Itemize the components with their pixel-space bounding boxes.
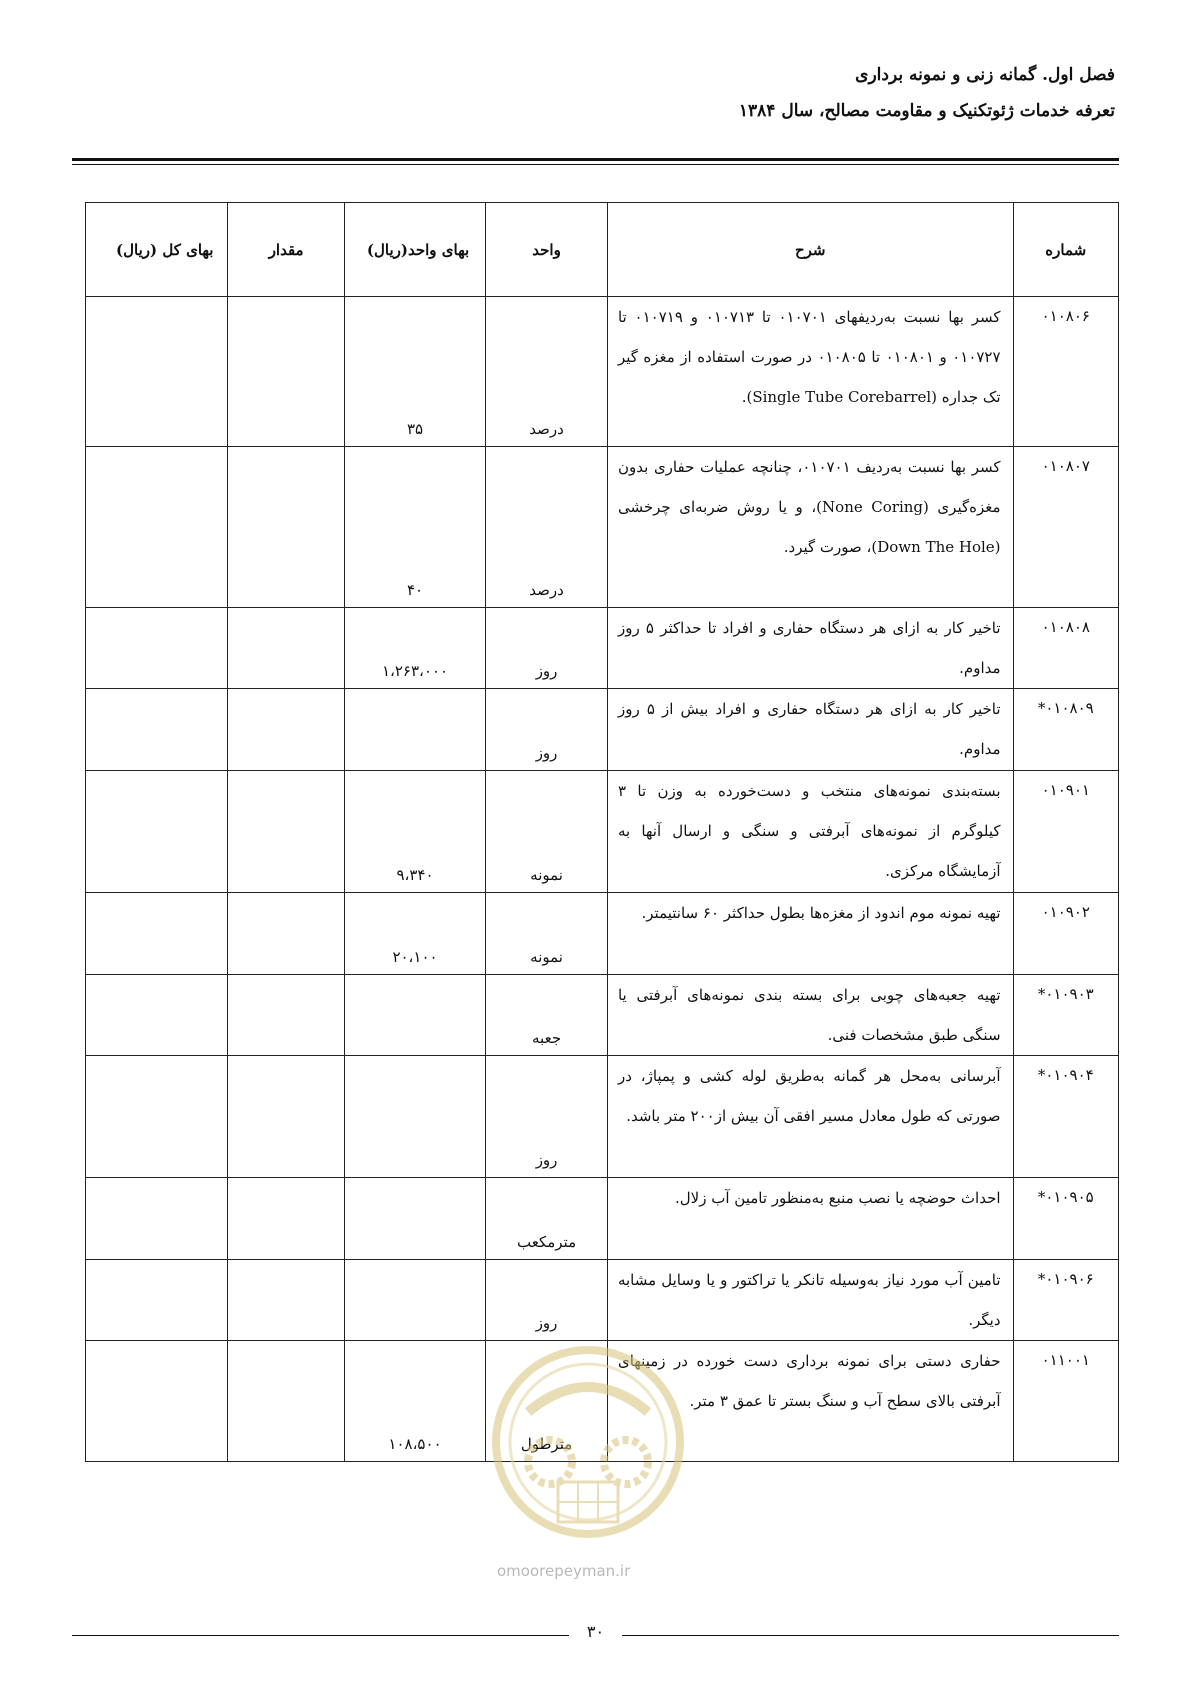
row-number: *۰۱۰۸۰۹ xyxy=(1013,689,1118,771)
table-row xyxy=(86,771,1119,893)
column-header-quantity: مقدار xyxy=(228,203,344,297)
row-number: ۰۱۰۸۰۸ xyxy=(1013,608,1118,689)
row-description: احداث حوضچه یا نصب منبع به‌منظور تامین آب زلال. xyxy=(607,1178,1013,1260)
column-header-total-price: بهای کل (ریال) xyxy=(86,203,228,297)
footer-rule-right xyxy=(622,1635,1119,1636)
row-description: تهیه نمونه موم اندود از مغزه‌ها بطول حداکثر ۶۰ سانتیمتر. xyxy=(607,893,1013,975)
row-unit: مترمکعب xyxy=(486,1178,608,1260)
watermark-site: omoorepeyman.ir xyxy=(497,1562,631,1580)
header-rule-thin xyxy=(72,164,1119,165)
table-row xyxy=(86,297,1119,447)
table-row xyxy=(86,975,1119,1056)
row-number: *۰۱۰۹۰۶ xyxy=(1013,1260,1118,1341)
row-quantity xyxy=(228,608,344,689)
row-unit: روز xyxy=(486,689,608,771)
row-number: ۰۱۰۸۰۶ xyxy=(1013,297,1118,447)
row-total xyxy=(86,689,228,771)
row-unit-price xyxy=(344,689,485,771)
table-row xyxy=(86,1260,1119,1341)
row-total xyxy=(86,1260,228,1341)
row-unit-price xyxy=(344,1260,485,1341)
row-description: آبرسانی به‌محل هر گمانه به‌طریق لوله کشی و پمپاژ، در صورتی که طول معادل مسیر افقی آن بیش از۲۰۰ متر باشد. xyxy=(607,1056,1013,1178)
table-row xyxy=(86,608,1119,689)
row-unit: روز xyxy=(486,1056,608,1178)
tariff-table xyxy=(85,202,1119,1462)
row-quantity xyxy=(228,1178,344,1260)
row-description: کسر بها نسبت به‌ردیف ۰۱۰۷۰۱، چنانچه عملیات حفاری بدون مغزه‌گیری (None Coring)، و یا روش ضربه‌ای چرخشی (Down The Hole)، صورت گیرد. xyxy=(607,447,1013,608)
row-unit-price: ۳۵ xyxy=(344,297,485,447)
row-description: حفاری دستی برای نمونه برداری دست خورده در زمینهای آبرفتی بالای سطح آب و سنگ بستر تا عمق ۳ متر. xyxy=(607,1341,1013,1462)
row-unit-price: ۱،۲۶۳،۰۰۰ xyxy=(344,608,485,689)
table-row xyxy=(86,1341,1119,1462)
row-unit: درصد xyxy=(486,297,608,447)
row-quantity xyxy=(228,689,344,771)
row-number: *۰۱۰۹۰۵ xyxy=(1013,1178,1118,1260)
row-number: ۰۱۱۰۰۱ xyxy=(1013,1341,1118,1462)
column-header-unit: واحد xyxy=(486,203,608,297)
row-description: تاخیر کار به ازای هر دستگاه حفاری و افراد تا حداکثر ۵ روز مداوم. xyxy=(607,608,1013,689)
row-quantity xyxy=(228,893,344,975)
row-unit: نمونه xyxy=(486,893,608,975)
row-unit: نمونه xyxy=(486,771,608,893)
row-unit-price: ۲۰،۱۰۰ xyxy=(344,893,485,975)
row-unit-price: ۹،۳۴۰ xyxy=(344,771,485,893)
row-total xyxy=(86,975,228,1056)
row-quantity xyxy=(228,1260,344,1341)
column-header-unit-price: بهای واحد(ریال) xyxy=(344,203,485,297)
row-unit-price xyxy=(344,975,485,1056)
column-header-description: شرح xyxy=(607,203,1013,297)
row-unit: جعبه xyxy=(486,975,608,1056)
page-header xyxy=(739,62,1115,124)
row-number: ۰۱۰۸۰۷ xyxy=(1013,447,1118,608)
row-description: تهیه جعبه‌های چوبی برای بسته بندی نمونه‌های آبرفتی یا سنگی طبق مشخصات فنی. xyxy=(607,975,1013,1056)
row-unit: مترطول xyxy=(486,1341,608,1462)
row-total xyxy=(86,771,228,893)
row-quantity xyxy=(228,1056,344,1178)
row-total xyxy=(86,893,228,975)
page-number: ۳۰ xyxy=(586,1622,605,1641)
table-header-row xyxy=(86,203,1119,297)
table-row xyxy=(86,1178,1119,1260)
table-row xyxy=(86,689,1119,771)
row-description: کسر بها نسبت به‌ردیفهای ۰۱۰۷۰۱ تا ۰۱۰۷۱۳ و ۰۱۰۷۱۹ تا ۰۱۰۷۲۷ و ۰۱۰۸۰۱ تا ۰۱۰۸۰۵ در صورت استفاده از مغزه گیر تک جداره (Single Tube Corebarrel). xyxy=(607,297,1013,447)
row-total xyxy=(86,447,228,608)
row-total xyxy=(86,608,228,689)
row-unit: روز xyxy=(486,608,608,689)
row-quantity xyxy=(228,975,344,1056)
chapter-title: فصل اول. گمانه زنی و نمونه برداری xyxy=(855,65,1115,85)
row-total xyxy=(86,1178,228,1260)
row-unit-price xyxy=(344,1056,485,1178)
column-header-number: شماره xyxy=(1013,203,1118,297)
row-number: ۰۱۰۹۰۲ xyxy=(1013,893,1118,975)
row-unit-price xyxy=(344,1178,485,1260)
row-description: بسته‌بندی نمونه‌های منتخب و دست‌خورده به وزن تا ۳ کیلوگرم از نمونه‌های آبرفتی و سنگی و ارسال آنها به آزمایشگاه مرکزی. xyxy=(607,771,1013,893)
row-quantity xyxy=(228,771,344,893)
row-unit-price: ۴۰ xyxy=(344,447,485,608)
header-rule-thick xyxy=(72,158,1119,161)
table-row xyxy=(86,447,1119,608)
row-total xyxy=(86,297,228,447)
row-description: تامین آب مورد نیاز به‌وسیله تانکر یا تراکتور و یا وسایل مشابه دیگر. xyxy=(607,1260,1013,1341)
row-quantity xyxy=(228,297,344,447)
row-unit: روز xyxy=(486,1260,608,1341)
row-unit-price: ۱۰۸،۵۰۰ xyxy=(344,1341,485,1462)
table-row xyxy=(86,893,1119,975)
document-title: تعرفه خدمات ژئوتکنیک و مقاومت مصالح، سال ۱۳۸۴ xyxy=(738,101,1115,121)
row-unit: درصد xyxy=(486,447,608,608)
row-total xyxy=(86,1341,228,1462)
footer-rule-left xyxy=(72,1635,569,1636)
row-quantity xyxy=(228,1341,344,1462)
row-number: *۰۱۰۹۰۳ xyxy=(1013,975,1118,1056)
row-total xyxy=(86,1056,228,1178)
row-number: *۰۱۰۹۰۴ xyxy=(1013,1056,1118,1178)
row-quantity xyxy=(228,447,344,608)
row-description: تاخیر کار به ازای هر دستگاه حفاری و افراد بیش از ۵ روز مداوم. xyxy=(607,689,1013,771)
table-row xyxy=(86,1056,1119,1178)
row-number: ۰۱۰۹۰۱ xyxy=(1013,771,1118,893)
